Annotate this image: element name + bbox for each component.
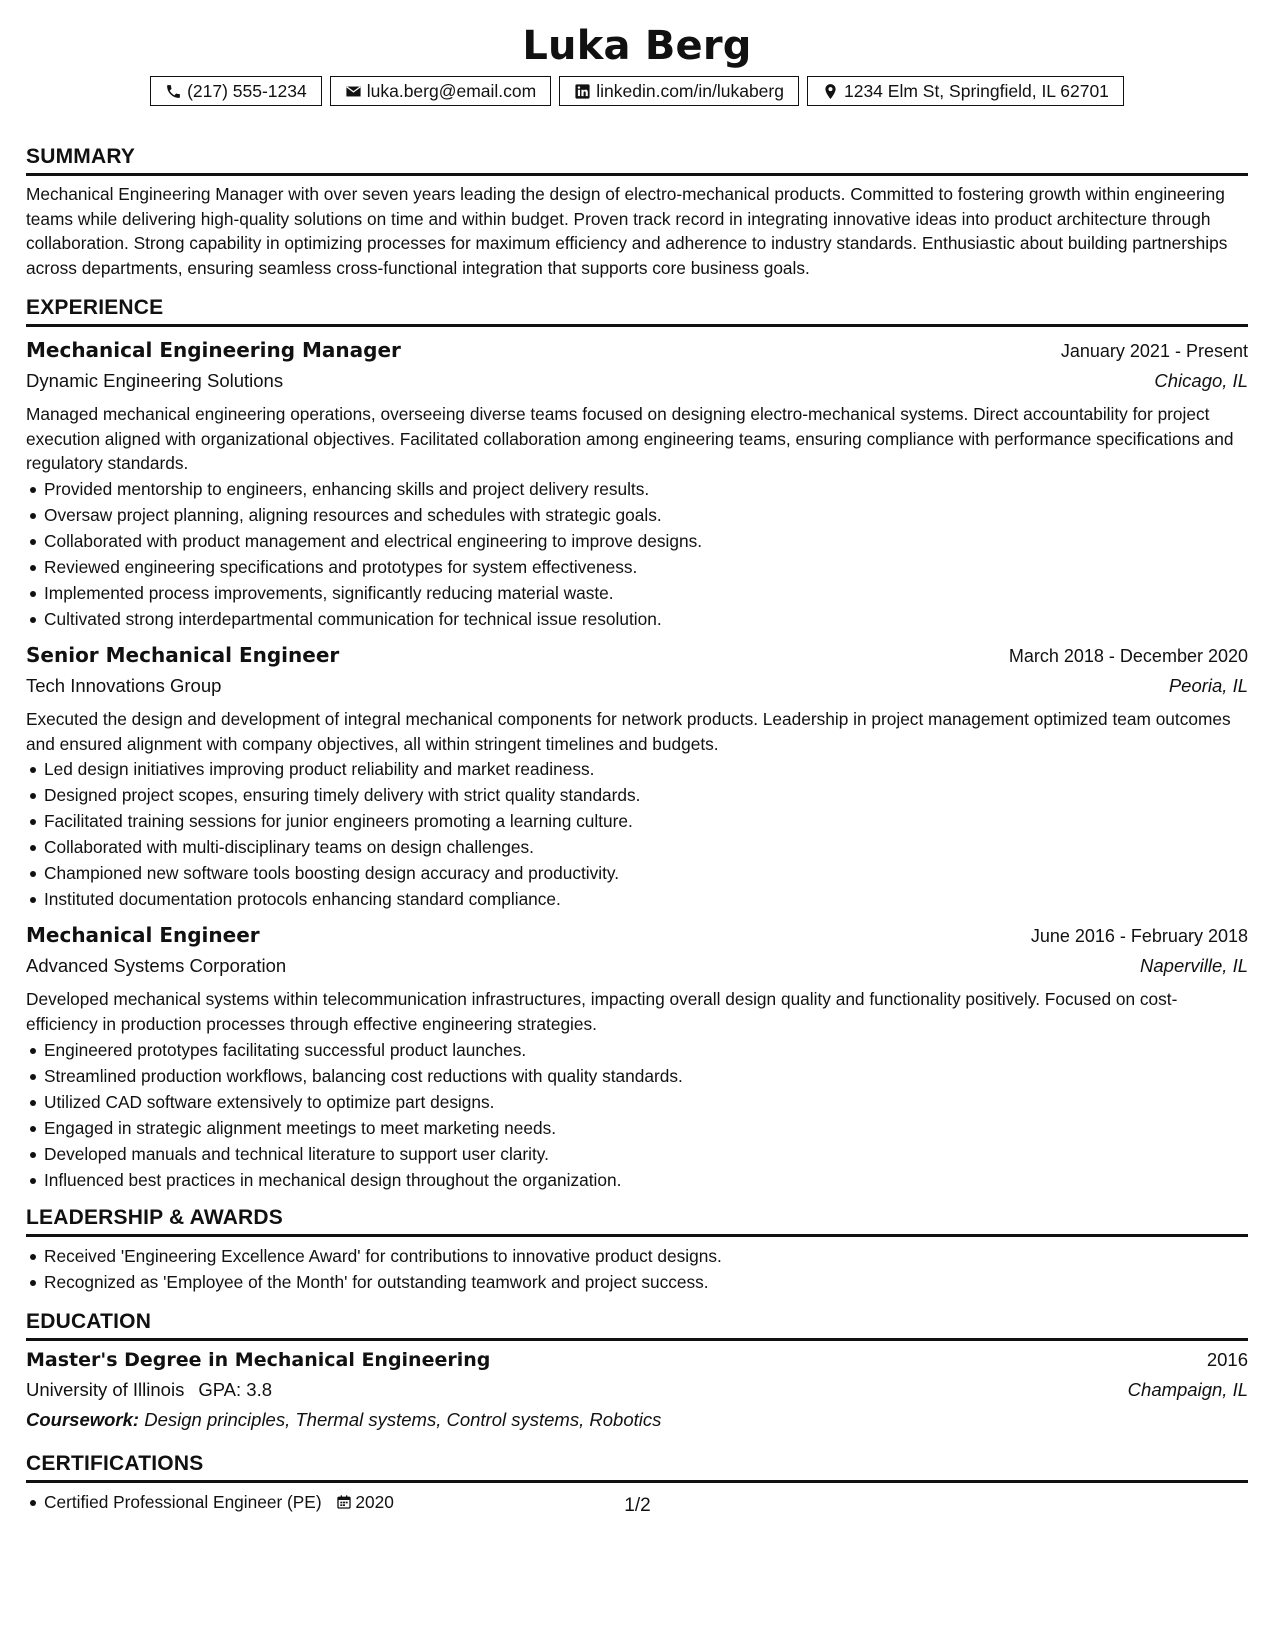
list-item: Received 'Engineering Excellence Award' for contributions to innovative product designs. — [44, 1243, 1248, 1269]
list-item: Implemented process improvements, significantly reducing material waste. — [44, 580, 1248, 606]
list-item: Collaborated with product management and electrical engineering to improve designs. — [44, 528, 1248, 554]
edu-coursework — [26, 1405, 1248, 1435]
cert-name: Certified Professional Engineer (PE) — [44, 1491, 322, 1512]
contact-email-text: luka.berg@email.com — [366, 81, 537, 101]
coursework-list: Design principles, Thermal systems, Control systems, Robotics — [144, 1408, 662, 1430]
contact-address[interactable] — [807, 76, 1124, 106]
contact-address-text: 1234 Elm St, Springfield, IL 62701 — [843, 81, 1109, 101]
edu-degree: Master's Degree in Mechanical Engineering — [26, 1348, 491, 1371]
contact-linkedin-text: linkedin.com/in/lukaberg — [596, 81, 784, 101]
resume-page — [26, 0, 1248, 1515]
job-company: Dynamic Engineering Solutions — [26, 369, 284, 391]
job-date: June 2016 - February 2018 — [1030, 926, 1248, 947]
job-location: Chicago, IL — [1154, 369, 1248, 391]
job-title: Mechanical Engineering Manager — [26, 337, 401, 362]
page-number: 1/2 — [624, 1495, 651, 1516]
job-location: Peoria, IL — [1168, 674, 1248, 696]
job-company: Advanced Systems Corporation — [26, 955, 287, 977]
list-item: Developed manuals and technical literature to support user clarity. — [44, 1141, 1248, 1167]
cert-year: 2020 — [355, 1491, 394, 1512]
list-item: Engaged in strategic alignment meetings to meet marketing needs. — [44, 1115, 1248, 1141]
envelope-icon — [345, 83, 362, 100]
awards-heading: LEADERSHIP & AWARDS — [26, 1205, 1248, 1237]
job-description: Managed mechanical engineering operations, overseeing diverse teams focused on designing electro-mechanical systems. Direct accountability for project execution aligned with organizational objectives. Facilitated collaboration among engineering teams, ensuring compliance with performance specifications and regulatory standards. — [26, 403, 1234, 474]
job-title: Senior Mechanical Engineer — [26, 642, 340, 667]
job-description: Developed mechanical systems within telecommunication infrastructures, impacting overall design quality and functionality positively. Focused on cost-efficiency in production processes through effective engineering strategies. — [26, 989, 1178, 1035]
experience-section — [26, 295, 1248, 1193]
awards-section — [26, 1205, 1248, 1295]
job-company: Tech Innovations Group — [26, 674, 222, 696]
contact-linkedin[interactable] — [559, 76, 799, 106]
job-bullets — [26, 476, 1248, 632]
list-item: Championed new software tools boosting design accuracy and productivity. — [44, 860, 1248, 886]
contact-bar — [26, 76, 1248, 106]
map-marker-icon — [822, 83, 839, 100]
coursework-label: Coursework: — [26, 1408, 140, 1430]
job-description: Executed the design and development of integral mechanical components for network products. Leadership in project management optimized team outcomes and ensured alignment with company objectives, all within stringent timelines and budgets. — [26, 708, 1231, 754]
list-item: Recognized as 'Employee of the Month' for outstanding teamwork and project success. — [44, 1269, 1248, 1295]
edu-school: University of Illinois — [26, 1378, 185, 1400]
job-location: Naperville, IL — [1140, 955, 1248, 977]
experience-heading: EXPERIENCE — [26, 295, 1248, 327]
contact-phone[interactable] — [150, 76, 322, 106]
list-item: Reviewed engineering specifications and prototypes for system effectiveness. — [44, 554, 1248, 580]
summary-text: Mechanical Engineering Manager with over seven years leading the design of electro-mechanical products. Committed to fostering growth within engineering teams while delivering high-quality solutions on time and within budget. Proven track record in integrating innovative ideas into product architecture through collaboration. Strong capability in optimizing processes for maximum efficiency and adherence to industry standards. Enthusiastic about building partnerships across departments, ensuring seamless cross-functional integration that supports core business goals. — [26, 184, 1228, 279]
phone-icon — [165, 83, 182, 100]
job-date: January 2021 - Present — [1060, 340, 1248, 361]
job-entry — [26, 640, 1248, 912]
list-item: Collaborated with multi-disciplinary teams on design challenges. — [44, 834, 1248, 860]
job-bullets — [26, 756, 1248, 912]
list-item: Designed project scopes, ensuring timely delivery with strict quality standards. — [44, 782, 1248, 808]
list-item: Oversaw project planning, aligning resources and schedules with strategic goals. — [44, 502, 1248, 528]
edu-location: Champaign, IL — [1127, 1378, 1248, 1400]
list-item: Engineered prototypes facilitating successful product launches. — [44, 1037, 1248, 1063]
job-bullets — [26, 1037, 1248, 1193]
certifications-heading: CERTIFICATIONS — [26, 1451, 1248, 1483]
job-entry — [26, 335, 1248, 632]
list-item: Provided mentorship to engineers, enhancing skills and project delivery results. — [44, 476, 1248, 502]
job-title: Mechanical Engineer — [26, 923, 260, 948]
education-heading: EDUCATION — [26, 1309, 1248, 1341]
list-item: Streamlined production workflows, balancing cost reductions with quality standards. — [44, 1063, 1248, 1089]
linkedin-icon — [574, 83, 591, 100]
list-item: Cultivated strong interdepartmental communication for technical issue resolution. — [44, 606, 1248, 632]
list-item: Facilitated training sessions for junior engineers promoting a learning culture. — [44, 808, 1248, 834]
contact-phone-text: (217) 555-1234 — [187, 81, 307, 101]
awards-list — [26, 1243, 1248, 1295]
list-item: Instituted documentation protocols enhancing standard compliance. — [44, 886, 1248, 912]
edu-gpa: GPA: 3.8 — [198, 1378, 273, 1400]
summary-section — [26, 144, 1248, 281]
edu-year: 2016 — [1206, 1348, 1248, 1370]
contact-email[interactable] — [330, 76, 552, 106]
candidate-name: Luka Berg — [522, 23, 752, 69]
job-date: March 2018 - December 2020 — [1008, 645, 1248, 666]
job-entry — [26, 920, 1248, 1192]
summary-heading: SUMMARY — [26, 144, 1248, 176]
education-section — [26, 1309, 1248, 1435]
list-item: Influenced best practices in mechanical design throughout the organization. — [44, 1167, 1248, 1193]
list-item: Utilized CAD software extensively to optimize part designs. — [44, 1089, 1248, 1115]
list-item: Led design initiatives improving product reliability and market readiness. — [44, 756, 1248, 782]
